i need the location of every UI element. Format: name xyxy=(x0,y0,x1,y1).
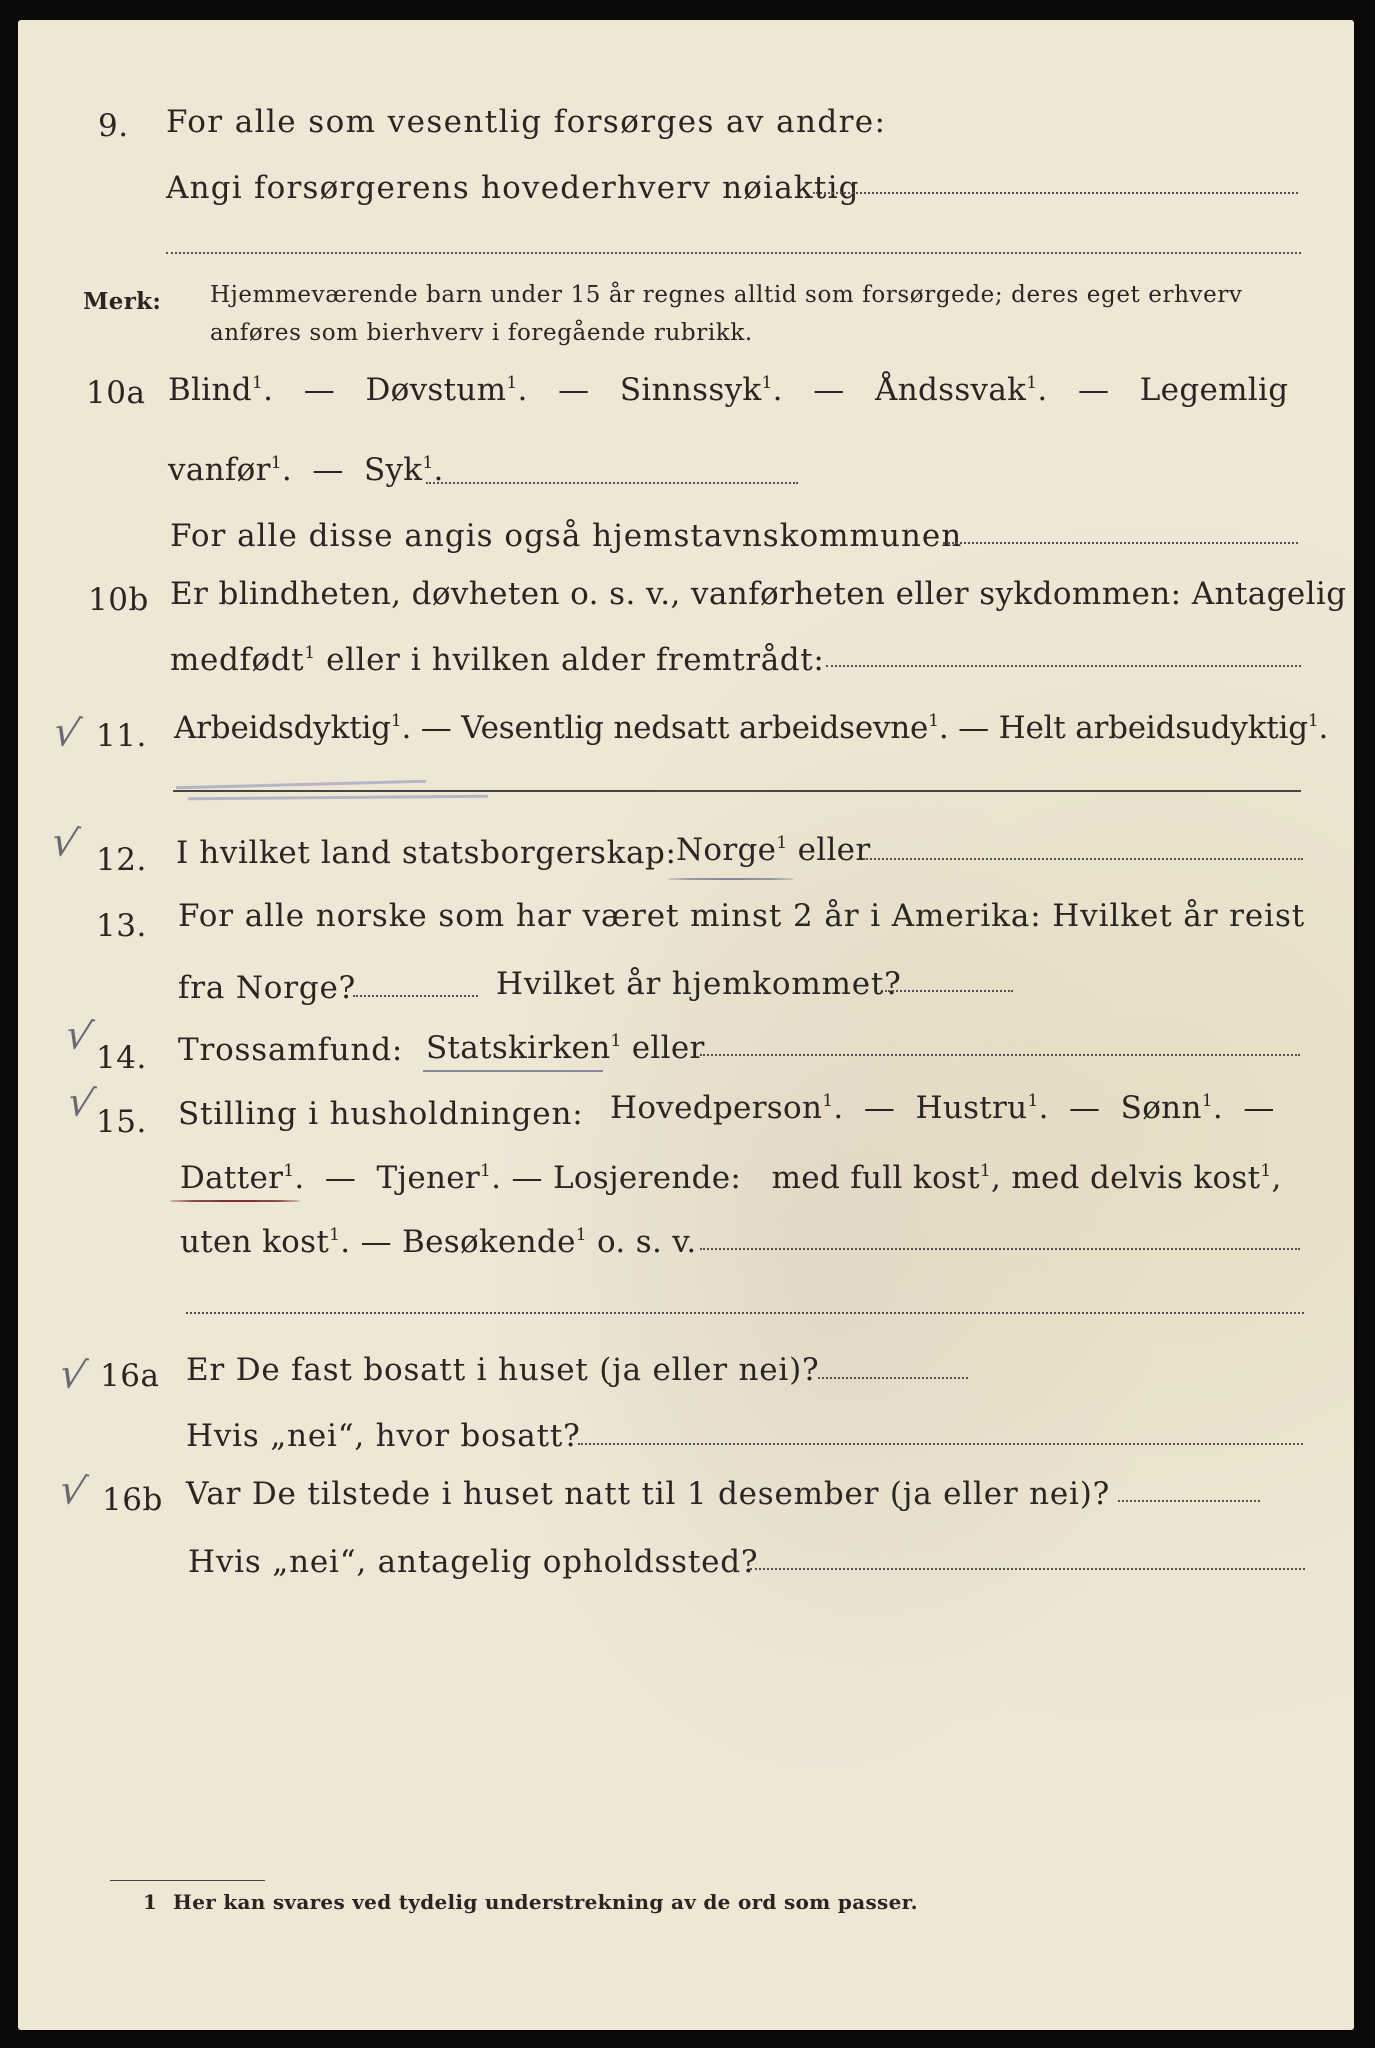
option-hustru[interactable]: Hustru xyxy=(915,1090,1028,1126)
q15-line2-options: Datter$^1$. — Tjener$^1$. — Losjerende: med full kost$^1$, med delvis kost$^1$, xyxy=(180,1160,1282,1196)
q15-line1-options: Hovedperson$^1$. — Hustru$^1$. — Sønn$^1$. — xyxy=(610,1090,1275,1126)
q15-line3-options: uten kost$^1$. — Besøkende$^1$ o. s. v. xyxy=(180,1224,697,1260)
q14-options: Statskirken$^1$ eller xyxy=(426,1030,705,1066)
pencil-check-15: √ xyxy=(63,1077,99,1129)
q9-number: 9. xyxy=(98,108,129,144)
q10a-hjemstavn-answer-line[interactable] xyxy=(943,542,1298,544)
option-sinnssyk[interactable]: Sinnssyk xyxy=(619,372,762,408)
option-nedsatt[interactable]: Vesentlig nedsatt arbeidsevne xyxy=(461,710,929,746)
option-datter[interactable]: Datter xyxy=(180,1160,284,1196)
q10b-answer-line[interactable] xyxy=(826,665,1301,667)
option-andssvak[interactable]: Åndssvak xyxy=(875,372,1027,408)
option-uten-kost[interactable]: uten kost xyxy=(180,1224,330,1260)
merk-label: Merk: xyxy=(83,288,162,315)
q16b-line2: Hvis „nei“, antagelig opholdssted? xyxy=(188,1544,759,1580)
q12-text: I hvilket land statsborgerskap: xyxy=(176,835,677,871)
q13-reist: fra Norge? xyxy=(178,970,357,1006)
footnote-text: Her kan svares ved tydelig understrekning av de ord som passer. xyxy=(173,1890,918,1914)
q16a-line1: Er De fast bosatt i huset (ja eller nei)? xyxy=(186,1352,820,1388)
footnote-mark: 1 xyxy=(143,1890,158,1914)
pencil-check-12: √ xyxy=(47,817,83,869)
option-arbeidsdyktig[interactable]: Arbeidsdyktig xyxy=(174,710,391,746)
q13-line1: For alle norske som har været minst 2 år i Amerika: Hvilket år reist xyxy=(178,898,1306,934)
merk-line2: anføres som bierhverv i foregående rubrikk. xyxy=(210,320,753,346)
option-norge[interactable]: Norge xyxy=(676,832,777,868)
q13-number: 13. xyxy=(96,908,147,944)
pencil-check-11: √ xyxy=(49,707,85,759)
q16a-line2: Hvis „nei“, hvor bosatt? xyxy=(186,1418,581,1454)
q9-line1: For alle som vesentlig forsørges av andre: xyxy=(166,104,887,140)
q10b-line1: Er blindheten, døvheten o. s. v., vanførheten eller sykdommen: Antagelig xyxy=(170,576,1347,612)
q14-answer-line[interactable] xyxy=(700,1054,1300,1056)
q10a-number: 10a xyxy=(86,375,146,411)
option-sonn[interactable]: Sønn xyxy=(1120,1090,1202,1126)
option-statskirken[interactable]: Statskirken xyxy=(426,1030,611,1066)
q15-answer-line[interactable] xyxy=(700,1248,1300,1250)
q10a-syk-answer-line[interactable] xyxy=(426,482,798,484)
q9-answer-line-2[interactable] xyxy=(166,252,1301,254)
q14-number: 14. xyxy=(96,1040,147,1076)
q15-answer-line-2[interactable] xyxy=(186,1312,1304,1314)
q15-number: 15. xyxy=(96,1104,147,1140)
merk-line1: Hjemmeværende barn under 15 år regnes alltid som forsørgede; deres eget erhverv xyxy=(210,282,1243,308)
option-hovedperson[interactable]: Hovedperson xyxy=(610,1090,823,1126)
red-underline-datter xyxy=(170,1200,300,1202)
q9-line2: Angi forsørgerens hovederhverv nøiaktig xyxy=(166,170,860,206)
pencil-check-16a: √ xyxy=(55,1349,91,1401)
pencil-check-14: √ xyxy=(61,1010,97,1062)
option-medfodt[interactable]: medfødt xyxy=(170,642,305,678)
q13-reist-answer-line[interactable] xyxy=(353,995,478,997)
q12-options: Norge$^1$ eller xyxy=(676,832,871,868)
option-vanfor[interactable]: vanfør xyxy=(168,452,271,488)
q16a-answer-line[interactable] xyxy=(818,1377,968,1379)
q16b-line1: Var De tilstede i huset natt til 1 desember (ja eller nei)? xyxy=(186,1476,1111,1512)
option-syk[interactable]: Syk xyxy=(363,452,423,488)
q12-answer-line[interactable] xyxy=(863,858,1303,860)
option-dovstum[interactable]: Døvstum xyxy=(365,372,507,408)
option-full-kost[interactable]: med full kost xyxy=(771,1160,980,1196)
q11-answer-line[interactable] xyxy=(173,790,1301,792)
q10a-line2: vanfør$^1$. — Syk$^1$. xyxy=(168,452,444,488)
pencil-underline-norge xyxy=(668,878,794,880)
q16b-answer-line[interactable] xyxy=(1118,1500,1260,1502)
q12-number: 12. xyxy=(96,842,147,878)
census-form-page xyxy=(18,20,1354,2030)
q16a-bosatt-answer-line[interactable] xyxy=(578,1443,1303,1445)
q9-answer-line[interactable] xyxy=(813,192,1298,194)
q10b-number: 10b xyxy=(88,582,149,618)
q13-hjemkommet: Hvilket år hjemkommet? xyxy=(496,966,902,1002)
option-udyktig[interactable]: Helt arbeidsudyktig xyxy=(998,710,1308,746)
q15-text: Stilling i husholdningen: xyxy=(178,1096,584,1132)
pencil-underline-arbeidsdyktig-2 xyxy=(188,795,488,801)
q13-hjemkommet-answer-line[interactable] xyxy=(885,990,1013,992)
q10b-line2: medfødt$^1$ eller i hvilken alder fremtrådt: xyxy=(170,642,825,678)
q16b-opholdssted-answer-line[interactable] xyxy=(750,1568,1305,1570)
q16b-number: 16b xyxy=(102,1482,163,1518)
option-besokende[interactable]: Besøkende xyxy=(402,1224,576,1260)
q16a-number: 16a xyxy=(100,1358,160,1394)
q11-number: 11. xyxy=(96,718,147,754)
q11-options: Arbeidsdyktig$^1$. — Vesentlig nedsatt arbeidsevne$^1$. — Helt arbeidsudyktig$^1$. xyxy=(174,710,1329,746)
option-tjener[interactable]: Tjener xyxy=(376,1160,481,1196)
option-legemlig[interactable]: Legemlig xyxy=(1139,372,1289,408)
footnote-rule xyxy=(110,1880,265,1881)
option-blind[interactable]: Blind xyxy=(168,372,252,408)
pencil-underline-arbeidsdyktig xyxy=(176,780,426,790)
pencil-underline-statskirken xyxy=(423,1070,603,1072)
q10a-line3: For alle disse angis også hjemstavnskommunen xyxy=(170,518,963,554)
option-delvis-kost[interactable]: med delvis kost xyxy=(1011,1160,1261,1196)
q14-text: Trossamfund: xyxy=(178,1032,404,1068)
pencil-check-16b: √ xyxy=(55,1465,91,1517)
q10a-options: Blind$^1$. — Døvstum$^1$. — Sinnssyk$^1$. — Åndssvak$^1$. — Legemlig xyxy=(168,372,1289,408)
